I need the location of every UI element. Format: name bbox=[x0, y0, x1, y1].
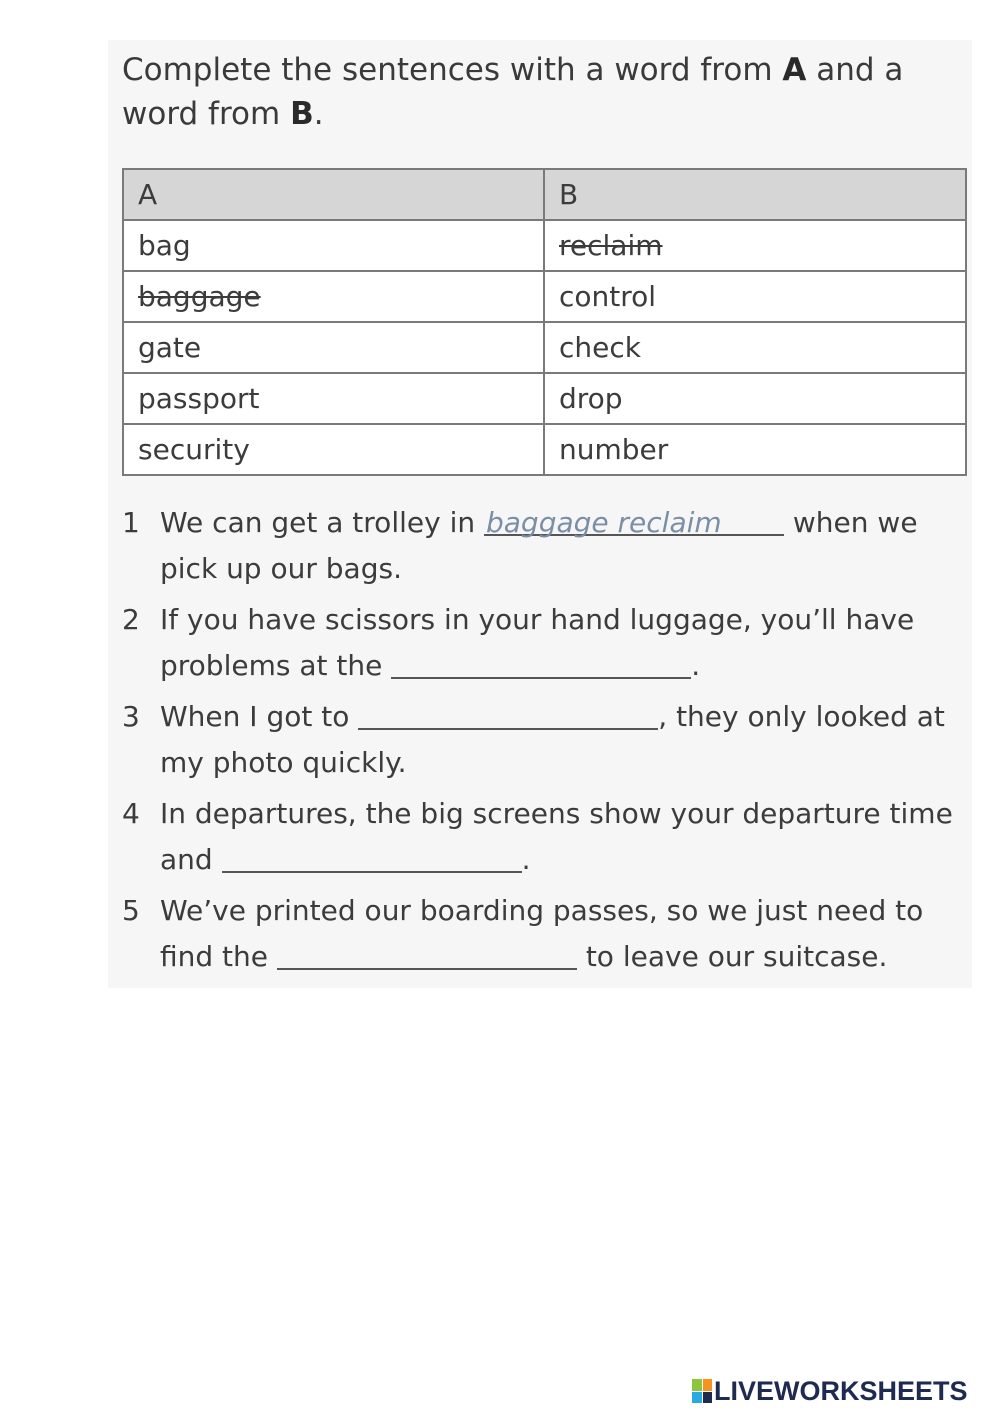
question-item bbox=[122, 694, 967, 786]
answer-blank[interactable] bbox=[484, 500, 784, 539]
answer-text bbox=[391, 649, 393, 682]
word-cell-a: passport bbox=[123, 373, 544, 424]
column-b-header: B bbox=[544, 169, 966, 220]
question-number: 4 bbox=[122, 797, 140, 830]
table-row bbox=[123, 322, 966, 373]
answer-blank[interactable] bbox=[277, 934, 577, 970]
question-text-before: If you have scissors in your hand luggage, you’ll have problems at the bbox=[160, 603, 915, 682]
table-row bbox=[123, 373, 966, 424]
question-text-before: In departures, the big screens show your departure time and bbox=[160, 797, 953, 876]
answer-blank[interactable] bbox=[358, 694, 658, 730]
question-item bbox=[122, 597, 967, 689]
logo-text: LIVEWORKSHEETS bbox=[714, 1375, 968, 1406]
question-number: 3 bbox=[122, 700, 140, 733]
question-text-after: when we pick up our bags. bbox=[160, 506, 918, 585]
question-item bbox=[122, 500, 967, 592]
table-row bbox=[123, 220, 966, 271]
word-cell-b: number bbox=[544, 424, 966, 475]
question-list bbox=[122, 500, 967, 985]
instruction-text: Complete the sentences with a word from A and a word from B. bbox=[122, 52, 904, 132]
answer-text bbox=[358, 700, 360, 733]
answer-blank[interactable] bbox=[391, 643, 691, 679]
column-a-header: A bbox=[123, 169, 544, 220]
answer-text bbox=[222, 843, 224, 876]
liveworksheets-logo-icon bbox=[692, 1379, 712, 1403]
table-row bbox=[123, 271, 966, 322]
answer-text: baggage reclaim bbox=[486, 506, 722, 539]
question-text-after: . bbox=[691, 649, 701, 682]
word-cell-a: baggage bbox=[123, 271, 544, 322]
word-cell-b: drop bbox=[544, 373, 966, 424]
word-cell-b: control bbox=[544, 271, 966, 322]
answer-blank[interactable] bbox=[222, 837, 522, 873]
word-cell-a: security bbox=[123, 424, 544, 475]
question-number: 5 bbox=[122, 894, 140, 927]
question-text-after: to leave our suitcase. bbox=[576, 940, 888, 973]
word-cell-a: gate bbox=[123, 322, 544, 373]
table-row bbox=[123, 424, 966, 475]
word-cell-b: reclaim bbox=[544, 220, 966, 271]
question-item bbox=[122, 888, 967, 980]
question-number: 1 bbox=[122, 506, 140, 539]
question-text-before: When I got to bbox=[160, 700, 359, 733]
question-item bbox=[122, 791, 967, 883]
word-table bbox=[122, 168, 967, 476]
word-table-header bbox=[123, 169, 966, 220]
question-text-before: We can get a trolley in bbox=[160, 506, 484, 539]
word-cell-b: check bbox=[544, 322, 966, 373]
answer-text bbox=[277, 940, 279, 973]
liveworksheets-logo bbox=[692, 1374, 992, 1408]
question-text-before: We’ve printed our boarding passes, so we just need to find the bbox=[160, 894, 924, 973]
question-text-after: , they only looked at my photo quickly. bbox=[160, 700, 945, 779]
question-number: 2 bbox=[122, 603, 140, 636]
word-cell-a: bag bbox=[123, 220, 544, 271]
question-text-after: . bbox=[521, 843, 531, 876]
